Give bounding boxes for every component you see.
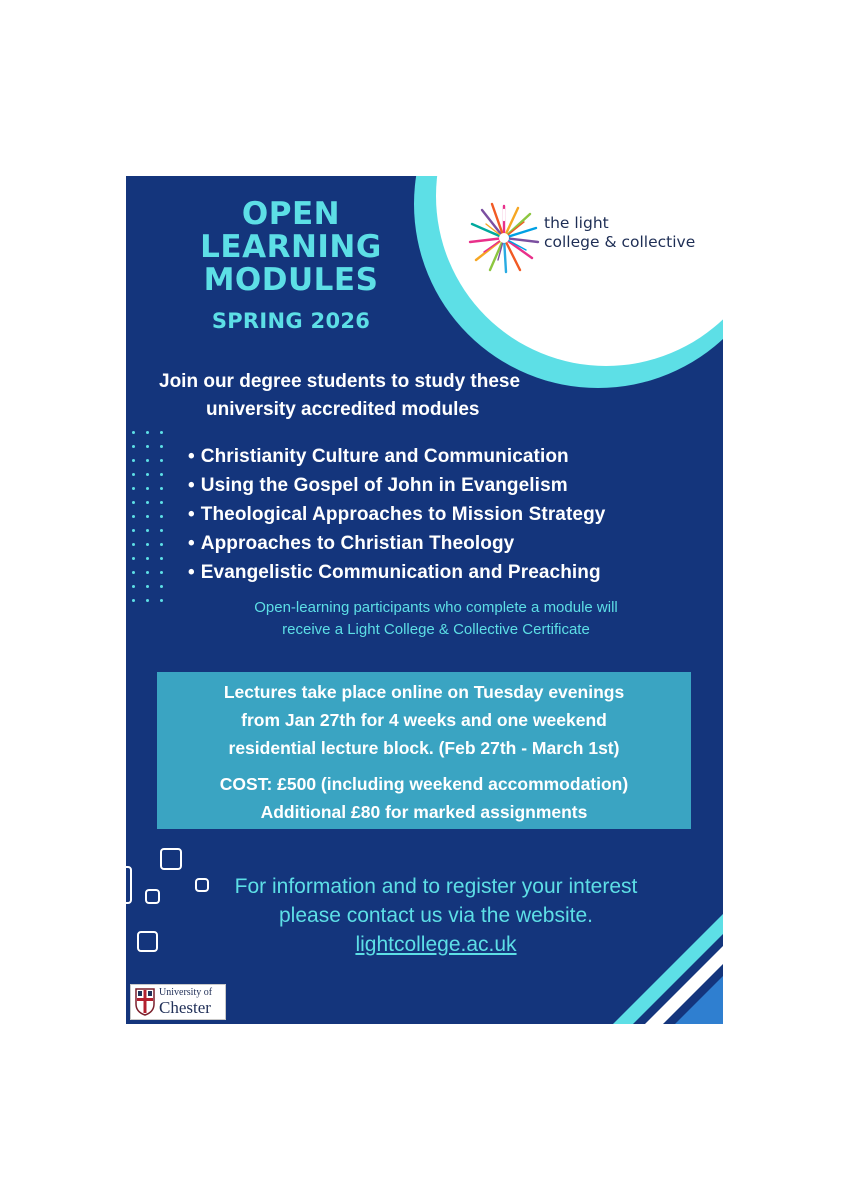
chester-line-1: University of: [159, 987, 213, 998]
title-subtitle: SPRING 2026: [211, 309, 371, 333]
university-of-chester-logo: [130, 984, 226, 1020]
dot: [132, 543, 135, 546]
dot: [160, 599, 163, 602]
chester-line-2: Chester: [159, 998, 211, 1017]
light-college-logo: [466, 200, 716, 280]
logo-line-1: the light: [544, 214, 609, 232]
dot: [146, 515, 149, 518]
title-line-2: LEARNING: [200, 229, 382, 265]
module-item: • Using the Gospel of John in Evangelism: [188, 475, 568, 496]
website-link[interactable]: lightcollege.ac.uk: [355, 933, 517, 956]
dot: [160, 529, 163, 532]
dot: [132, 445, 135, 448]
dot: [160, 543, 163, 546]
lecture-line-1: Lectures take place online on Tuesday evenings: [223, 682, 625, 702]
module-item: • Christianity Culture and Communication: [188, 446, 569, 467]
dot: [160, 473, 163, 476]
cost-line-2: Additional £80 for marked assignments: [260, 802, 588, 822]
dot: [146, 557, 149, 560]
intro-line-2: university accredited modules: [206, 399, 480, 420]
dot: [132, 529, 135, 532]
dot: [132, 431, 135, 434]
dot: [146, 529, 149, 532]
dot: [132, 557, 135, 560]
dot: [160, 557, 163, 560]
lecture-line-2: from Jan 27th for 4 weeks and one weekend: [241, 710, 607, 730]
cost-info: [157, 770, 691, 826]
module-item: • Evangelistic Communication and Preaching: [188, 562, 601, 583]
dot: [132, 459, 135, 462]
dot: [160, 571, 163, 574]
dot: [160, 487, 163, 490]
dot: [160, 459, 163, 462]
contact-line-1: For information and to register your interest: [234, 875, 638, 898]
logo-line-2: college & collective: [544, 233, 696, 251]
certificate-note: [196, 597, 676, 641]
title-line-1: OPEN: [241, 196, 341, 232]
lecture-info-box: [157, 672, 691, 829]
dot: [146, 431, 149, 434]
dot: [160, 501, 163, 504]
dot: [146, 501, 149, 504]
starburst-icon: [466, 200, 542, 276]
module-item: • Theological Approaches to Mission Strategy: [188, 504, 606, 525]
dot: [132, 501, 135, 504]
dot: [146, 459, 149, 462]
page-title: [196, 198, 386, 333]
intro-line-1: Join our degree students to study these: [159, 371, 521, 392]
dot: [146, 585, 149, 588]
cost-line-1: COST: £500 (including weekend accommodation): [219, 774, 629, 794]
module-item: • Approaches to Christian Theology: [188, 533, 515, 554]
square-decoration: [137, 931, 158, 952]
dot: [146, 571, 149, 574]
title-line-3: MODULES: [203, 262, 379, 298]
note-line-1: Open-learning participants who complete a module will: [254, 599, 618, 616]
dot: [132, 599, 135, 602]
poster: [126, 176, 723, 1024]
lecture-line-3: residential lecture block. (Feb 27th - March 1st): [228, 738, 620, 758]
dot: [132, 473, 135, 476]
dot: [132, 487, 135, 490]
logo-text: [544, 214, 695, 252]
dot: [160, 445, 163, 448]
contact-line-2: please contact us via the website.: [278, 904, 593, 927]
corner-stripes-decoration: [613, 914, 723, 1024]
dot: [146, 599, 149, 602]
university-crest-icon: [135, 988, 155, 1016]
dot: [132, 571, 135, 574]
square-decoration: [145, 889, 160, 904]
chester-text: [159, 987, 212, 1017]
dot: [146, 487, 149, 490]
note-line-2: receive a Light College & Collective Certificate: [282, 621, 590, 638]
dot: [160, 431, 163, 434]
dot: [146, 543, 149, 546]
dot: [160, 585, 163, 588]
dot: [146, 473, 149, 476]
square-decoration: [195, 878, 209, 892]
lecture-schedule: [157, 678, 691, 762]
dot: [146, 445, 149, 448]
dot: [132, 585, 135, 588]
dot: [132, 515, 135, 518]
square-decoration: [160, 848, 182, 870]
dot: [160, 515, 163, 518]
contact-info: [216, 872, 656, 959]
square-decoration: [126, 866, 132, 904]
module-list: [188, 442, 605, 587]
